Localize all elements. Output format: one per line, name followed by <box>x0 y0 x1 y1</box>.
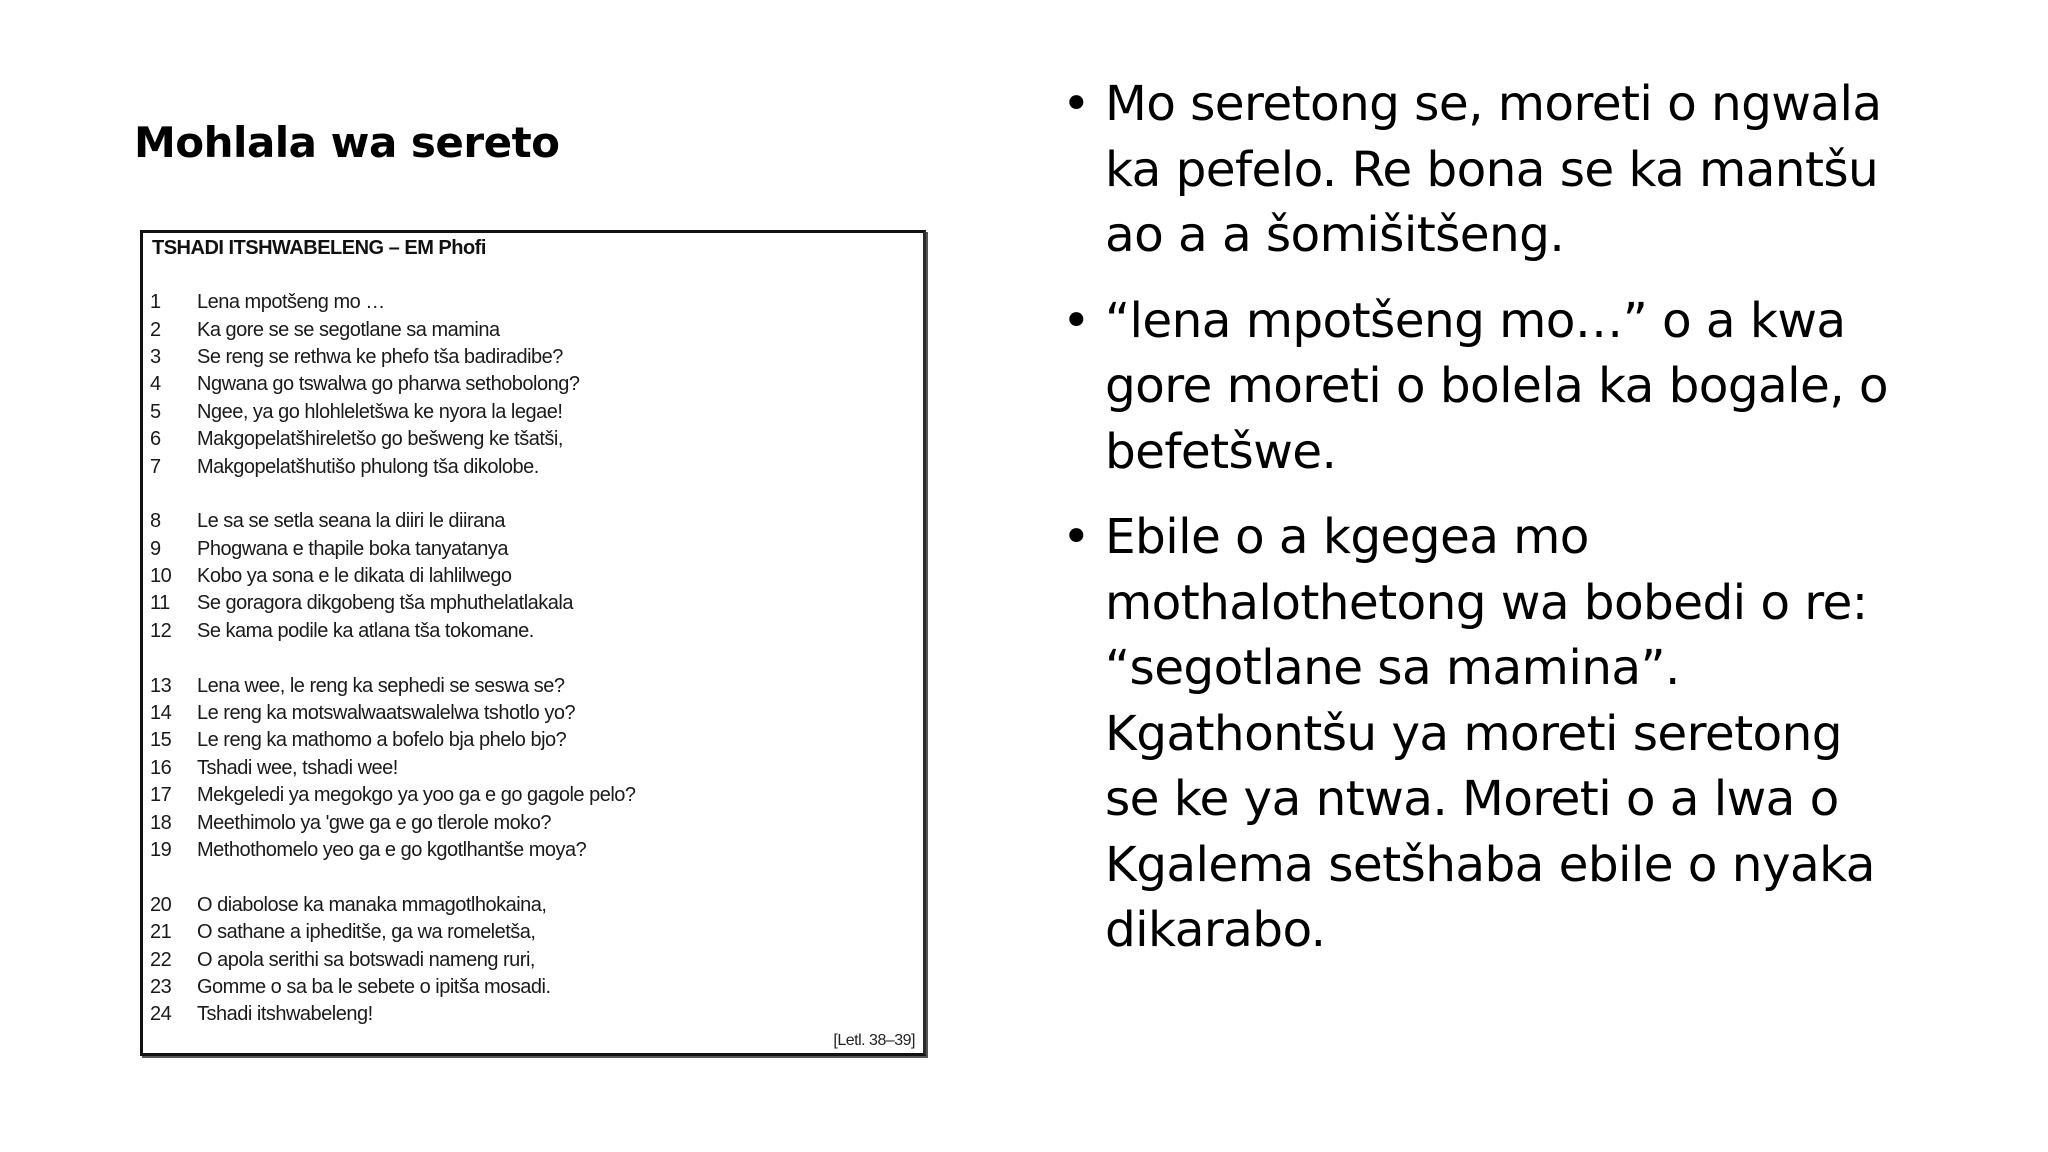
bullet-point <box>1062 505 1942 964</box>
poem-line-number: 18 <box>150 811 172 834</box>
poem-line-text: Le sa se setla seana la diiri le diirana <box>197 510 505 533</box>
poem-line-text: Makgopelatšhutišo phulong tša dikolobe. <box>197 455 539 478</box>
poem-line-text: O sathane a ipheditše, ga wa romeletša, <box>197 921 536 944</box>
poem-stanza <box>150 508 913 645</box>
poem-line-text: Methothomelo yeo ga e go kgotlhantše moya? <box>197 839 587 861</box>
poem-line-text: O apola serithi sa botswadi nameng ruri, <box>197 948 535 971</box>
poem-line-text: Le reng ka mathomo a bofelo bja phelo bjo? <box>197 729 567 752</box>
poem-line-number: 9 <box>150 537 161 560</box>
poem-line <box>150 371 913 398</box>
bullet-text: Mo seretong se, moreti o ngwala ka pefelo. Re bona se ka mantšu ao a a šomišitšeng. <box>1105 76 1882 263</box>
poem-line-text: Ka gore se se segotlane sa mamina <box>197 318 500 341</box>
poem-line-number: 2 <box>150 318 161 341</box>
poem-line-text: Phogwana e thapile boka tanyatanya <box>197 537 509 560</box>
poem-lines <box>150 289 913 1056</box>
bullet-text: “lena mpotšeng mo…” o a kwa gore moreti o bolela ka bogale, o befetšwe. <box>1105 292 1888 480</box>
poem-line-text: Ngee, ya go hlohleletšwa ke nyora la legae! <box>197 400 563 423</box>
poem-line <box>150 453 913 480</box>
poem-line <box>150 700 913 727</box>
poem-line <box>150 727 913 754</box>
poem-line <box>150 892 913 919</box>
poem-line-number: 17 <box>150 784 172 807</box>
poem-line <box>150 672 913 699</box>
poem-line <box>150 782 913 809</box>
poem-line-text: Se kama podile ka atlana tša tokomane. <box>197 619 534 642</box>
poem-line-number: 24 <box>150 1003 172 1026</box>
poem-line-number: 10 <box>150 565 172 588</box>
poem-line-number: 7 <box>150 455 161 478</box>
poem-line <box>150 289 913 316</box>
poem-line-number: 23 <box>150 975 172 998</box>
poem-line-text: Se goragora dikgobeng tša mphuthelatlakala <box>197 592 573 615</box>
poem-stanza <box>150 289 913 481</box>
poem-line-text: Lena mpotšeng mo … <box>197 291 385 314</box>
poem-title: TSHADI ITSHWABELENG – EM Phofi <box>152 237 486 259</box>
poem-line-number: 4 <box>150 373 161 396</box>
poem-line-text: Se reng se rethwa ke phefo tša badiradibe? <box>197 345 563 368</box>
poem-line <box>150 755 913 782</box>
poem-line-text: O diabolose ka manaka mmagotlhokaina, <box>197 893 547 916</box>
poem-line <box>150 946 913 973</box>
poem-line-number: 1 <box>150 291 161 314</box>
poem-line <box>150 563 913 590</box>
bullet-point <box>1062 289 1942 486</box>
poem-line <box>150 316 913 343</box>
poem-line <box>150 536 913 563</box>
bullet-list <box>1062 72 1942 984</box>
poem-line-number: 13 <box>150 674 172 697</box>
poem-line-number: 22 <box>150 948 172 971</box>
poem-line-number: 20 <box>150 893 172 916</box>
poem-stanza <box>150 672 913 864</box>
poem-line <box>150 344 913 371</box>
poem-stanza <box>150 892 913 1029</box>
poem-line-number: 16 <box>150 756 172 779</box>
poem-line <box>150 919 913 946</box>
bullet-text: Ebile o a kgegea mo mothalothetong wa bobedi o re: “segotlane sa mamina”. Kgathontšu ya moreti seretong se ke ya ntwa. Moreti o a lwa o Kgalema setšhaba ebile o nyaka dikarabo. <box>1105 509 1875 958</box>
poem-citation: [Letl. 38–39] <box>833 1032 915 1049</box>
poem-line-text: Mekgeledi ya megokgo ya yoo ga e go gagole pelo? <box>197 784 636 807</box>
poem-line-number: 6 <box>150 428 161 451</box>
bullet-point <box>1062 72 1942 269</box>
poem-line-number: 12 <box>150 619 172 642</box>
poem-box <box>140 230 926 1056</box>
poem-line <box>150 399 913 426</box>
poem-line-text: Makgopelatšhireletšo go bešweng ke tšatši, <box>197 428 563 451</box>
poem-line-number: 19 <box>150 839 172 861</box>
poem-line-text: Le reng ka motswalwaatswalelwa tshotlo yo? <box>197 702 576 725</box>
poem-line <box>150 974 913 1001</box>
poem-line <box>150 1001 913 1028</box>
poem-line-number: 3 <box>150 345 161 368</box>
poem-line-text: Meethimolo ya 'gwe ga e go tlerole moko? <box>197 811 552 834</box>
slide-heading: Mohlala wa sereto <box>134 118 560 167</box>
poem-line-number: 14 <box>150 702 172 725</box>
poem-line-text: Lena wee, le reng ka sephedi se seswa se? <box>197 674 565 697</box>
poem-line-text: Gomme o sa ba le sebete o ipitša mosadi. <box>197 975 551 998</box>
poem-line <box>150 837 913 864</box>
poem-line-number: 15 <box>150 729 172 752</box>
poem-line-text: Tshadi itshwabeleng! <box>197 1003 373 1026</box>
poem-line <box>150 590 913 617</box>
poem-line <box>150 809 913 836</box>
poem-line-text: Ngwana go tswalwa go pharwa sethobolong? <box>197 373 580 396</box>
poem-line <box>150 508 913 535</box>
poem-line-text: Tshadi wee, tshadi wee! <box>197 756 398 779</box>
poem-line-number: 5 <box>150 400 161 423</box>
poem-line-text: Kobo ya sona e le dikata di lahlilwego <box>197 565 512 588</box>
poem-line <box>150 618 913 645</box>
poem-line-number: 21 <box>150 921 172 944</box>
poem-line <box>150 426 913 453</box>
poem-line-number: 11 <box>150 592 170 615</box>
poem-line-number: 8 <box>150 510 161 533</box>
